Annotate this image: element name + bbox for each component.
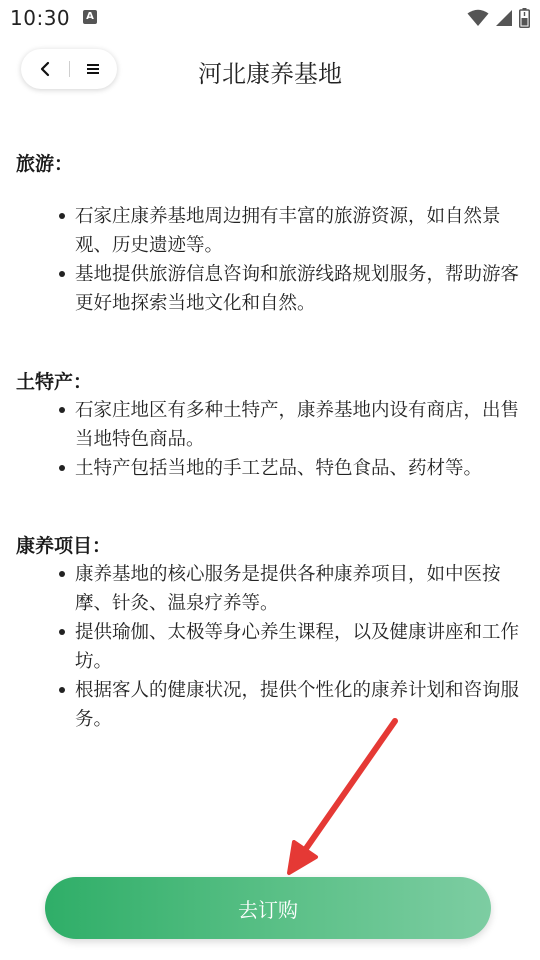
page-title: 河北康养基地	[198, 60, 342, 88]
section-heading-health: 康养项目：	[16, 535, 112, 557]
status-time: 10:30	[10, 6, 71, 30]
specialty-list	[16, 396, 520, 483]
list-item: 康养基地的核心服务是提供各种康养项目，如中医按摩、针灸、温泉疗养等。	[16, 560, 520, 618]
order-button-label: 去订购	[238, 899, 298, 922]
health-list	[16, 560, 520, 734]
section-heading-specialty: 土特产：	[16, 371, 93, 393]
section-travel	[16, 150, 520, 318]
section-heading-travel: 旅游：	[16, 153, 74, 175]
status-bar	[0, 0, 540, 36]
battery-icon	[519, 8, 530, 28]
list-item: 根据客人的健康状况，提供个性化的康养计划和咨询服务。	[16, 676, 520, 734]
list-item: 基地提供旅游信息咨询和旅游线路规划服务，帮助游客更好地探索当地文化和自然。	[16, 260, 520, 318]
list-item: 石家庄康养基地周边拥有丰富的旅游资源，如自然景观、历史遗迹等。	[16, 202, 520, 260]
travel-list	[16, 202, 520, 318]
notification-app-icon: A	[83, 10, 97, 24]
section-specialty	[16, 368, 520, 483]
list-item: 提供瑜伽、太极等身心养生课程，以及健康讲座和工作坊。	[16, 618, 520, 676]
list-item: 石家庄地区有多种土特产，康养基地内设有商店，出售当地特色商品。	[16, 396, 520, 454]
list-item: 土特产包括当地的手工艺品、特色食品、药材等。	[16, 454, 520, 483]
wifi-icon	[467, 9, 489, 27]
signal-icon	[495, 9, 513, 27]
section-health	[16, 532, 520, 734]
status-icons	[467, 7, 530, 29]
order-button[interactable]	[45, 877, 491, 939]
